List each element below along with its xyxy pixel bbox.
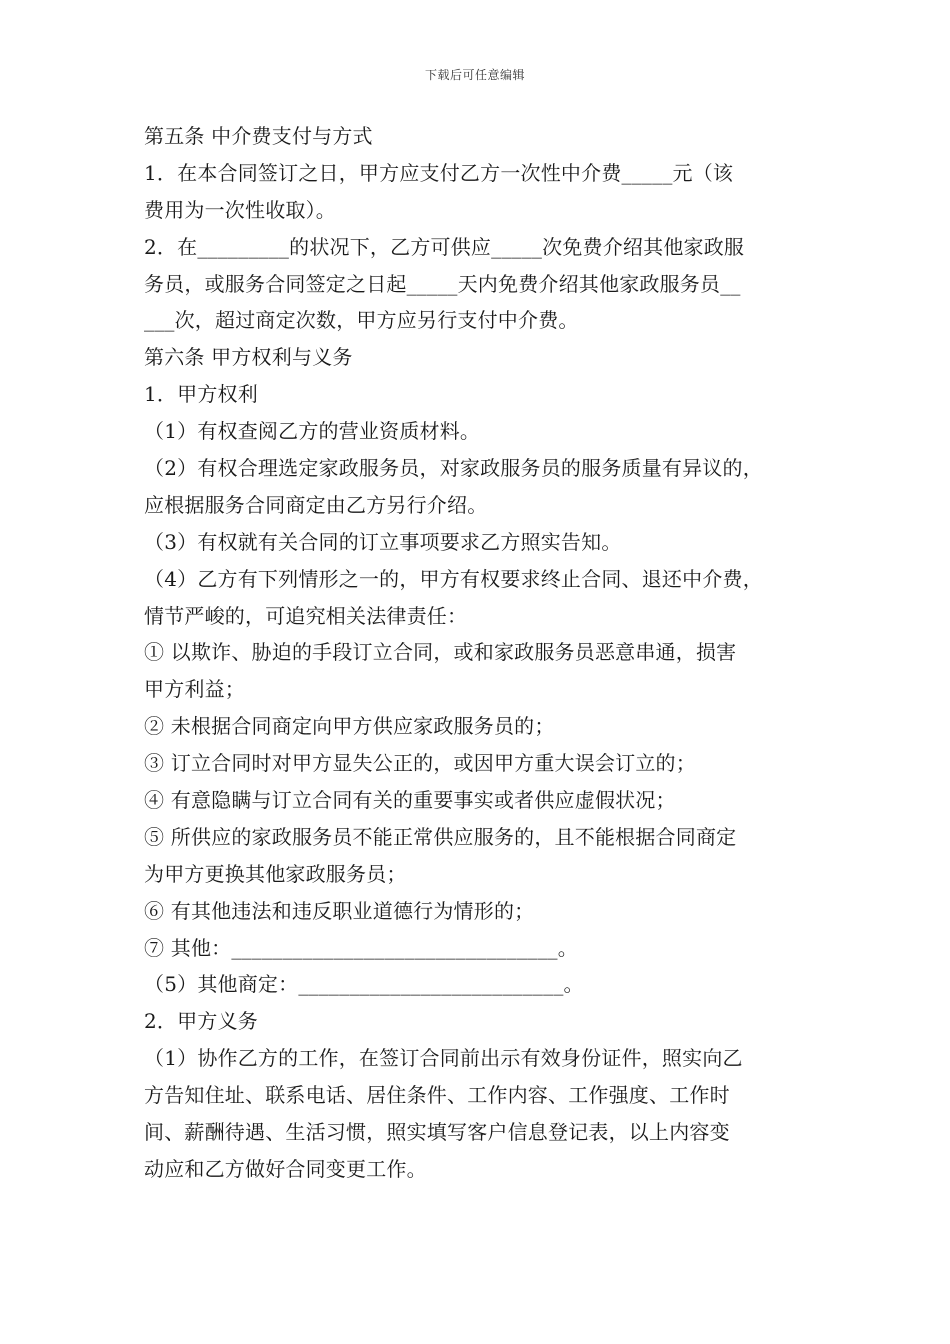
circled-item-7: ⑦ 其他：________________________________。 <box>144 935 578 960</box>
contract-body <box>144 118 814 1188</box>
article-6-section-1-heading: 1．甲方权利 <box>144 382 258 407</box>
duty-item-1-cont: 间、薪酬待遇、生活习惯，照实填写客户信息登记表，以上内容变 <box>144 1120 730 1145</box>
circled-item-6: ⑥ 有其他违法和违反职业道德行为情形的； <box>144 898 535 923</box>
article-6-section-2-heading: 2．甲方义务 <box>144 1009 258 1034</box>
circled-item-3: ③ 订立合同时对甲方显失公正的，或因甲方重大误会订立的； <box>144 751 696 776</box>
circled-item-5: ⑤ 所供应的家政服务员不能正常供应服务的，且不能根据合同商定 <box>144 824 737 849</box>
right-item-1: （1）有权查阅乙方的营业资质材料。 <box>144 419 481 444</box>
circled-item-1-cont: 甲方利益； <box>144 677 245 702</box>
duty-item-1-cont: 动应和乙方做好合同变更工作。 <box>144 1156 427 1181</box>
article-5-clause-2-cont: 务员，或服务合同签定之日起_____天内免费介绍其他家政服务员__ <box>144 271 741 296</box>
article-5-clause-2-cont: ___次，超过商定次数，甲方应另行支付中介费。 <box>144 308 579 333</box>
circled-item-1: ① 以欺诈、胁迫的手段订立合同，或和家政服务员恶意串通，损害 <box>144 640 737 665</box>
duty-item-1: （1）协作乙方的工作，在签订合同前出示有效身份证件，照实向乙 <box>144 1046 743 1071</box>
right-item-2-cont: 应根据服务合同商定由乙方另行介绍。 <box>144 492 488 517</box>
circled-item-5-cont: 为甲方更换其他家政服务员； <box>144 861 407 886</box>
right-item-2: （2）有权合理选定家政服务员，对家政服务员的服务质量有异议的， <box>144 456 763 481</box>
right-item-3: （3）有权就有关合同的订立事项要求乙方照实告知。 <box>144 529 622 554</box>
circled-item-4: ④ 有意隐瞒与订立合同有关的重要事实或者供应虚假状况； <box>144 788 676 813</box>
right-item-5: （5）其他商定：__________________________。 <box>144 972 584 997</box>
article-5-heading: 第五条 中介费支付与方式 <box>144 124 373 148</box>
article-6-heading: 第六条 甲方权利与义务 <box>144 345 353 370</box>
right-item-4-cont: 情节严峻的，可追究相关法律责任： <box>144 603 468 628</box>
article-5-clause-2: 2．在_________的状况下，乙方可供应_____次免费介绍其他家政服 <box>144 234 745 259</box>
circled-item-2: ② 未根据合同商定向甲方供应家政服务员的； <box>144 714 555 739</box>
article-5-clause-1: 1．在本合同签订之日，甲方应支付乙方一次性中介费_____元（该 <box>144 160 734 185</box>
page-header: 下载后可任意编辑 <box>424 68 525 82</box>
article-5-clause-1-cont: 费用为一次性收取）。 <box>144 197 336 222</box>
duty-item-1-cont: 方告知住址、联系电话、居住条件、工作内容、工作强度、工作时 <box>144 1083 730 1108</box>
right-item-4: （4）乙方有下列情形之一的，甲方有权要求终止合同、退还中介费， <box>144 566 763 591</box>
